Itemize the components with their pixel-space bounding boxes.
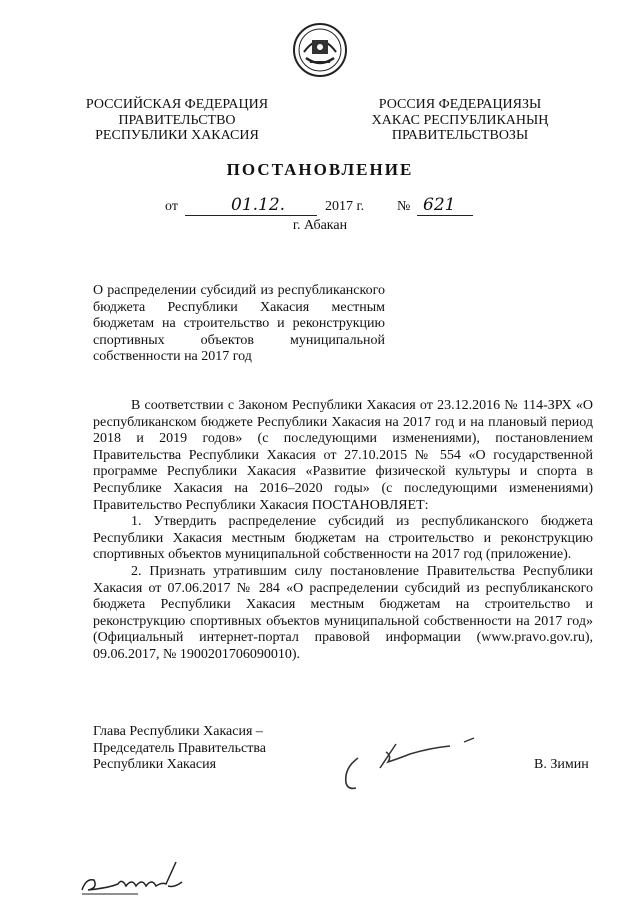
number-label: №	[397, 199, 411, 214]
coat-of-arms-icon	[292, 22, 348, 78]
signatory-position	[93, 724, 266, 774]
header-left-line: ПРАВИТЕЛЬСТВО	[118, 112, 236, 128]
header-left-line: РОССИЙСКАЯ ФЕДЕРАЦИЯ	[85, 97, 269, 112]
city: г. Абакан	[292, 218, 348, 233]
handwritten-initials-icon	[78, 858, 188, 898]
date-year: 2017 г.	[325, 199, 365, 214]
date-line	[165, 195, 485, 219]
header-right	[340, 97, 580, 144]
document-title: ПОСТАНОВЛЕНИЕ	[226, 160, 414, 179]
body-paragraph-2: 1. Утвердить распределение субсидий из республиканского бюджета Республики Хакасия местным бюджетам на строительство и реконструкцию спортивных объектов муниципальной собственности на 2017 год (приложение).	[93, 514, 593, 563]
header-right-line: РОССИЯ ФЕДЕРАЦИЯЗЫ	[378, 97, 542, 112]
number-underline	[417, 215, 473, 216]
signatory-position-line: Республики Хакасия	[93, 757, 217, 772]
body-paragraph-3: 2. Признать утратившим силу постановление Правительства Республики Хакасия от 07.06.2017 № 284 «О распределении субсидий из республиканского бюджета Республики Хакасия местным бюджетам на строительство и реконструкцию спортивных объектов муниципальной собственности на 2017 год» (Официальный интернет-портал правовой информации (www.pravo.gov.ru), 09.06.2017, № 1900201706090010).	[93, 563, 593, 662]
header-left-line: РЕСПУБЛИКИ ХАКАСИЯ	[95, 128, 259, 143]
date-underline	[185, 215, 317, 216]
number-handwritten: 621	[423, 195, 456, 215]
body-paragraph-1: В соответствии с Законом Республики Хакасия от 23.12.2016 № 114-ЗРХ «О республиканском бюджете Республики Хакасия на 2017 год и на плановый период 2018 и 2019 годов» (с последующими изменениями), постановлением Правительства Республики Хакасия от 27.10.2015 № 554 «О государственной программе Республики Хакасия «Развитие физической культуры и спорта в Республике Хакасия на 2016–2020 годы» (с последующими изменениями) Правительство Республики Хакасия ПОСТАНОВЛЯЕТ:	[93, 398, 593, 513]
header-right-line: ПРАВИТЕЛЬСТВОЗЫ	[391, 128, 529, 143]
date-from-label: от	[165, 199, 178, 214]
header-left	[57, 97, 297, 144]
date-handwritten: 01.12.	[231, 195, 286, 215]
signatory-position-line: Глава Республики Хакасия –	[93, 724, 263, 739]
handwritten-signature-icon	[340, 728, 490, 798]
signatory-position-line: Председатель Правительства	[93, 740, 266, 756]
document-body	[93, 398, 593, 664]
document-subject: О распределении субсидий из республиканского бюджета Республики Хакасия местным бюджетам на строительство и реконструкцию спортивных объектов муниципальной собственности на 2017 год	[93, 283, 385, 364]
signatory-name: В. Зимин	[534, 757, 589, 772]
header-right-line: ХАКАС РЕСПУБЛИКАНЫҢ	[371, 112, 549, 128]
